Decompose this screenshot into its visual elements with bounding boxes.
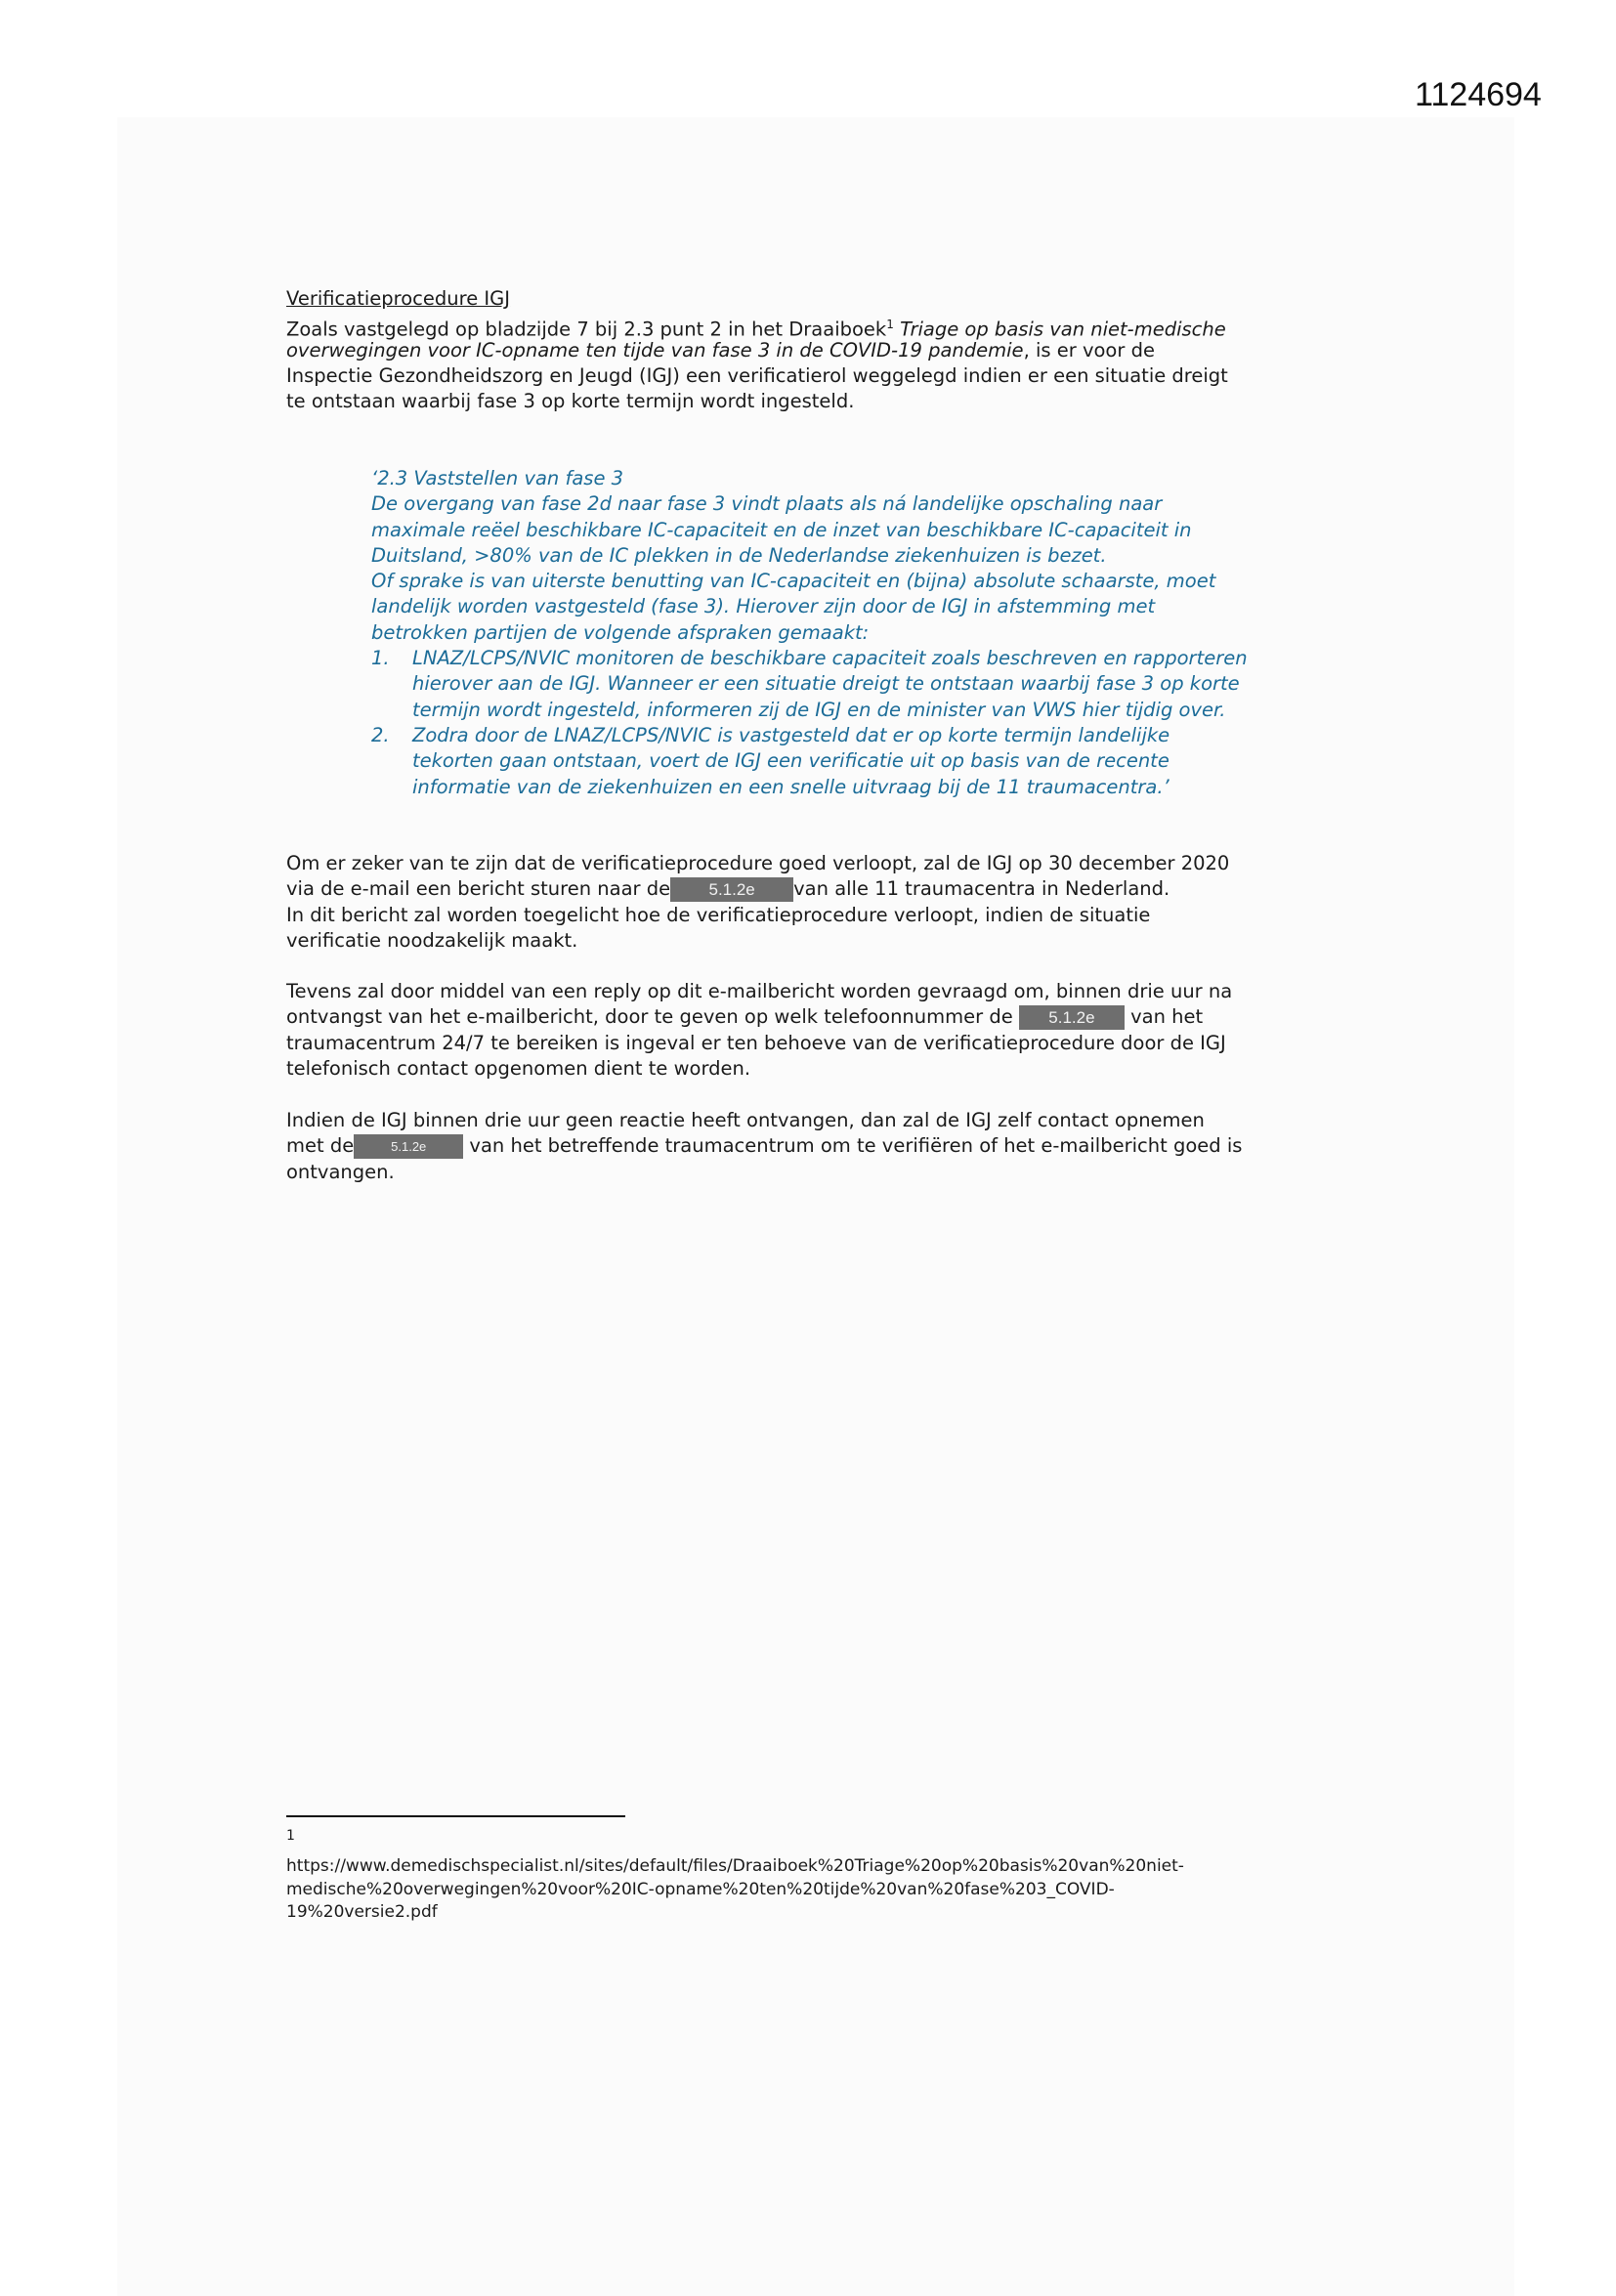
paragraph-email [286, 851, 1229, 954]
footnote-url[interactable] [286, 1855, 1184, 1925]
quote-title: ‘2.3 Vaststellen van fase 3 [371, 467, 624, 489]
document-number: 1124694 [1415, 76, 1542, 113]
quote-line: Duitsland, >80% van de IC plekken in de Nederlandse ziekenhuizen is bezet. [371, 543, 1107, 567]
list-line: LNAZ/LCPS/NVIC monitoren de beschikbare capaciteit zoals beschreven en rapporteren [412, 647, 1248, 670]
list-item [371, 723, 1248, 800]
quote-line: Of sprake is van uiterste benutting van IC-capaciteit en (bijna) absolute schaarste, moet [371, 570, 1216, 593]
list-number: 2. [371, 723, 390, 746]
quote-line: landelijk worden vastgesteld (fase 3). Hierover zijn door de IGJ in afstemming met [371, 595, 1156, 618]
footnote-separator [286, 1815, 625, 1817]
text-line: Indien de IGJ binnen drie uur geen reactie heeft ontvangen, dan zal de IGJ zelf contact opnemen [286, 1109, 1205, 1131]
list-line: termijn wordt ingesteld, informeren zij de IGJ en de minister van VWS hier tijdig over. [412, 698, 1226, 721]
text-line: verificatie noodzakelijk maakt. [286, 928, 578, 952]
section-heading: Verificatieprocedure IGJ [286, 287, 511, 310]
text: ontvangst van het e-mailbericht, door te geven op welk telefoonnummer de [286, 1005, 1019, 1029]
list-number: 1. [371, 647, 390, 670]
text-line: ontvangen. [286, 1160, 395, 1183]
url-line: medische%20overwegingen%20voor%20IC-opname%20ten%20tijde%20van%20fase%203_COVID- [286, 1879, 1115, 1899]
intro-line [286, 312, 1228, 341]
url-line: 19%20versie2.pdf [286, 1902, 438, 1922]
footnote-ref: 1 [886, 318, 894, 332]
intro-section [286, 286, 1228, 414]
list-line: Zodra door de LNAZ/LCPS/NVIC is vastgesteld dat er op korte termijn landelijke [412, 723, 1170, 746]
quote-line: De overgang van fase 2d naar fase 3 vindt plaats als ná landelijke opschaling naar [371, 492, 1163, 516]
text: van het [1124, 1005, 1204, 1029]
redaction-box: 5.1.2e [1019, 1005, 1125, 1030]
text-line: Tevens zal door middel van een reply op dit e-mailbericht worden gevraagd om, binnen drie uur na [286, 980, 1233, 1002]
list-item [371, 646, 1248, 723]
quote-line: betrokken partijen de volgende afspraken gemaakt: [371, 620, 870, 644]
text-line: telefonisch contact opgenomen dient te worden. [286, 1056, 751, 1080]
quoted-passage [371, 466, 1248, 800]
text: van het betreffende traumacentrum om te verifiëren of het e-mailbericht goed is [463, 1134, 1243, 1158]
quote-line: maximale reëel beschikbare IC-capaciteit en de inzet van beschikbare IC-capaciteit in [371, 518, 1192, 541]
text: Zoals vastgelegd op bladzijde 7 bij 2.3 punt 2 in het Draaiboek [286, 318, 887, 341]
intro-line: te ontstaan waarbij fase 3 op korte termijn wordt ingesteld. [286, 390, 855, 413]
title-italic: Triage op basis van niet-medische [893, 318, 1226, 341]
list-line: informatie van de ziekenhuizen en een snelle uitvraag bij de 11 traumacentra.’ [412, 775, 1169, 798]
text-line [286, 1133, 1242, 1159]
text: , is er voor de [1023, 338, 1155, 361]
list-line: tekorten gaan ontstaan, voert de IGJ een verificatie uit op basis van de recente [412, 749, 1169, 773]
text-line: Om er zeker van te zijn dat de verificatieprocedure goed verloopt, zal de IGJ op 30 december 2020 [286, 852, 1230, 874]
scanned-page-background [117, 117, 1514, 2296]
url-line: https://www.demedischspecialist.nl/sites/default/files/Draaiboek%20Triage%20op%20basis%20van%20niet- [286, 1856, 1184, 1876]
redaction-box: 5.1.2e [670, 877, 793, 902]
intro-line: Inspectie Gezondheidszorg en Jeugd (IGJ) een verificatierol weggelegd indien er een situatie dreigt [286, 363, 1228, 387]
intro-line [286, 338, 1228, 363]
text-line [286, 876, 1229, 902]
text: van alle 11 traumacentra in Nederland. [793, 877, 1170, 901]
text-line [286, 1004, 1232, 1030]
text-line: In dit bericht zal worden toegelicht hoe de verificatieprocedure verloopt, indien de situatie [286, 903, 1151, 926]
text: met de [286, 1134, 355, 1158]
text-line: traumacentrum 24/7 te bereiken is ingeval er ten behoeve van de verificatieprocedure door de IGJ [286, 1031, 1226, 1054]
paragraph-contact [286, 1108, 1242, 1185]
redaction-box: 5.1.2e [354, 1134, 463, 1159]
footnote-number: 1 [286, 1828, 295, 1844]
text: via de e-mail een bericht sturen naar de [286, 877, 671, 901]
title-italic: overwegingen voor IC-opname ten tijde van fase 3 in de COVID-19 pandemie [286, 338, 1024, 361]
paragraph-reply [286, 979, 1232, 1082]
list-line: hierover aan de IGJ. Wanneer er een situatie dreigt te ontstaan waarbij fase 3 op korte [412, 672, 1240, 696]
